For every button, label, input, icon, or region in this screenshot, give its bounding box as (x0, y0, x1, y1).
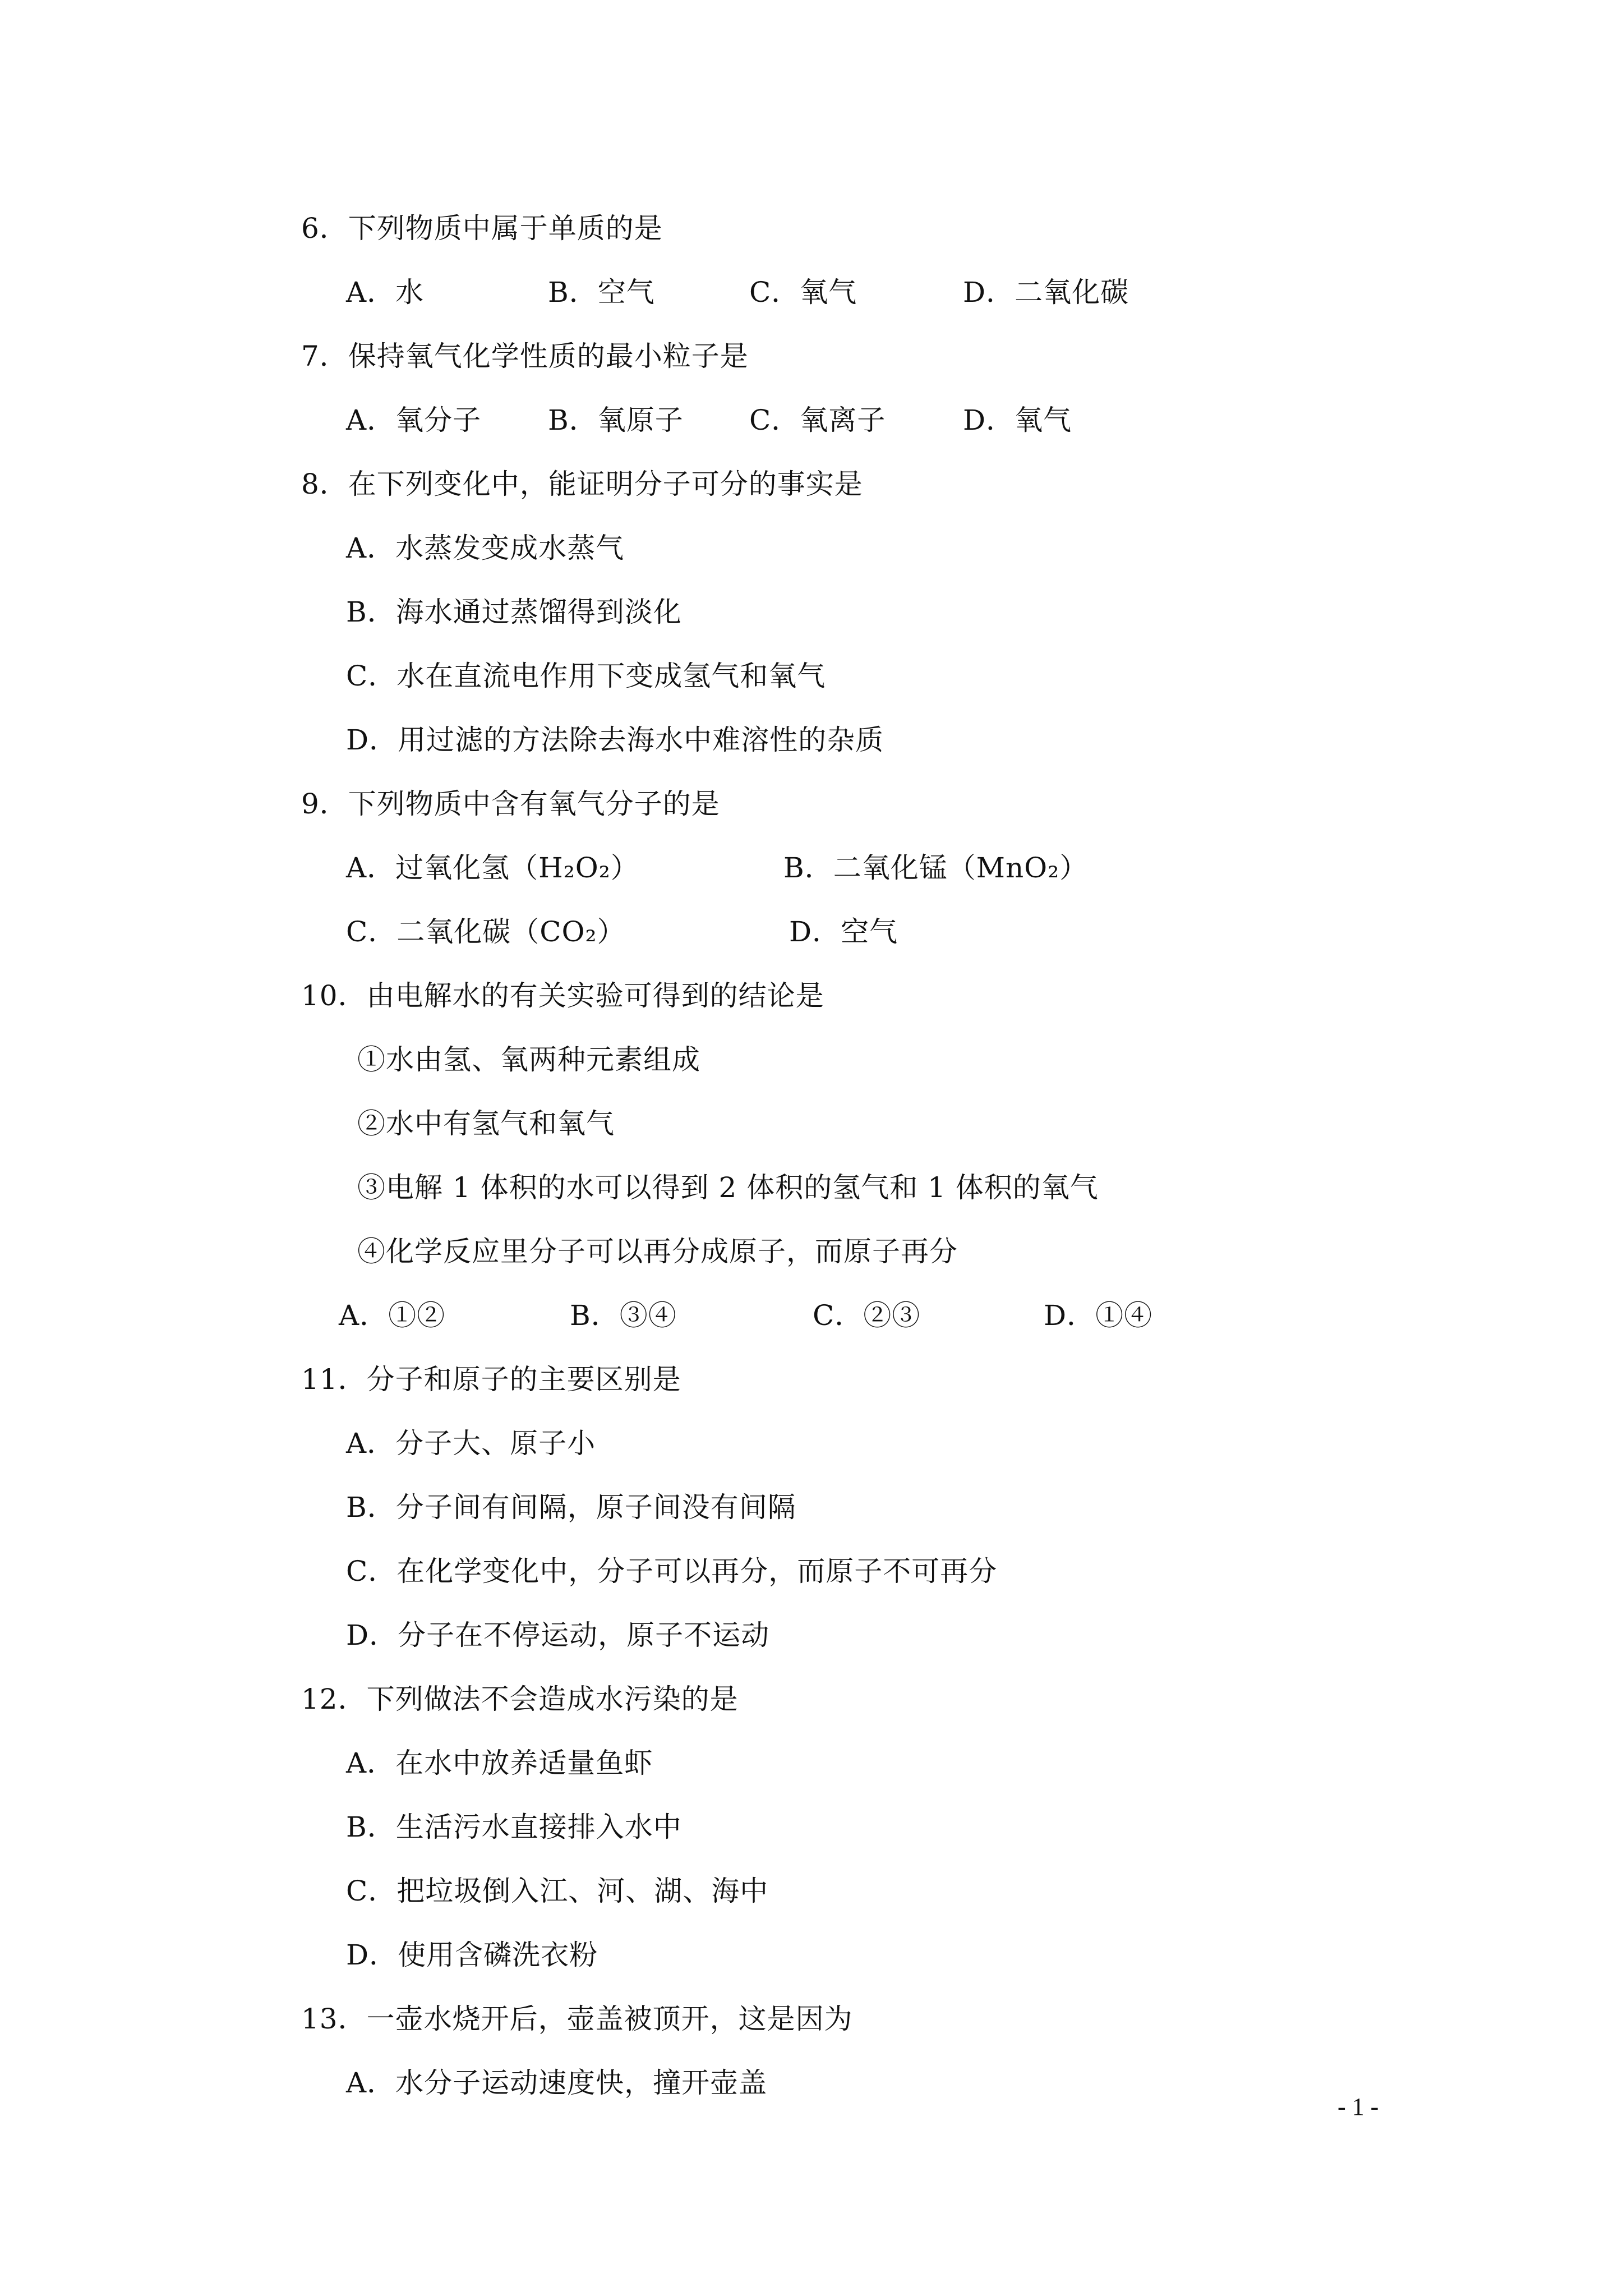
q13-option-a: A．水分子运动速度快，撞开壶盖 (346, 2067, 768, 2099)
q9-option-b: B．二氧化锰（MnO₂） (783, 852, 1089, 884)
question-6-stem: 6．下列物质中属于单质的是 (301, 212, 663, 245)
q11-option-c: C．在化学变化中，分子可以再分，而原子不可再分 (346, 1555, 998, 1588)
question-7-stem: 7．保持氧气化学性质的最小粒子是 (301, 340, 749, 372)
q8-option-b: B．海水通过蒸馏得到淡化 (346, 596, 682, 628)
q10-option-d: D．①④ (1044, 1299, 1153, 1332)
question-10-stem: 10．由电解水的有关实验可得到的结论是 (301, 979, 824, 1012)
q10-option-a: A．①② (339, 1299, 446, 1332)
question-12-stem: 12．下列做法不会造成水污染的是 (301, 1683, 739, 1715)
question-9-options-row-2 (0, 914, 1623, 950)
q12-option-c: C．把垃圾倒入江、河、湖、海中 (346, 1875, 769, 1907)
question-10-options (0, 1297, 1623, 1333)
q6-option-a: A．水 (346, 276, 425, 309)
q8-option-a: A．水蒸发变成水蒸气 (346, 532, 625, 564)
q11-option-b: B．分子间有间隔，原子间没有间隔 (346, 1491, 796, 1524)
q10-statement-1: ①水由氢、氧两种元素组成 (357, 1043, 700, 1076)
q7-option-b: B．氧原子 (548, 404, 684, 436)
q10-statement-4: ④化学反应里分子可以再分成原子，而原子再分 (357, 1235, 958, 1268)
question-7-options (0, 402, 1623, 438)
q8-option-c: C．水在直流电作用下变成氢气和氧气 (346, 660, 826, 692)
q7-option-d: D．氧气 (963, 404, 1072, 436)
q6-option-d: D．二氧化碳 (963, 276, 1129, 309)
q7-option-c: C．氧离子 (749, 404, 886, 436)
question-13-stem: 13．一壶水烧开后，壶盖被顶开，这是因为 (301, 2003, 853, 2035)
q10-statement-2: ②水中有氢气和氧气 (357, 1107, 615, 1140)
question-11-stem: 11．分子和原子的主要区别是 (301, 1363, 681, 1396)
q11-option-d: D．分子在不停运动，原子不运动 (346, 1619, 770, 1651)
q12-option-a: A．在水中放养适量鱼虾 (346, 1747, 653, 1779)
question-8-stem: 8．在下列变化中，能证明分子可分的事实是 (301, 468, 863, 500)
q11-option-a: A．分子大、原子小 (346, 1427, 596, 1460)
q8-option-d: D．用过滤的方法除去海水中难溶性的杂质 (346, 724, 884, 756)
q10-option-b: B．③④ (570, 1299, 677, 1332)
q6-option-b: B．空气 (548, 276, 655, 309)
q7-option-a: A．氧分子 (346, 404, 482, 436)
q6-option-c: C．氧气 (749, 276, 857, 309)
q9-option-a: A．过氧化氢（H₂O₂） (346, 852, 639, 884)
q9-option-d: D．空气 (789, 915, 898, 948)
q12-option-b: B．生活污水直接排入水中 (346, 1811, 682, 1843)
question-9-stem: 9．下列物质中含有氧气分子的是 (301, 788, 720, 820)
question-6-options (0, 274, 1623, 310)
q10-option-c: C．②③ (813, 1299, 921, 1332)
page-number: - 1 - (1338, 2093, 1379, 2120)
q9-option-c: C．二氧化碳（CO₂） (346, 915, 626, 948)
question-9-options-row-1 (0, 850, 1623, 886)
q12-option-d: D．使用含磷洗衣粉 (346, 1939, 598, 1971)
q10-statement-3: ③电解 1 体积的水可以得到 2 体积的氢气和 1 体积的氧气 (357, 1171, 1099, 1204)
